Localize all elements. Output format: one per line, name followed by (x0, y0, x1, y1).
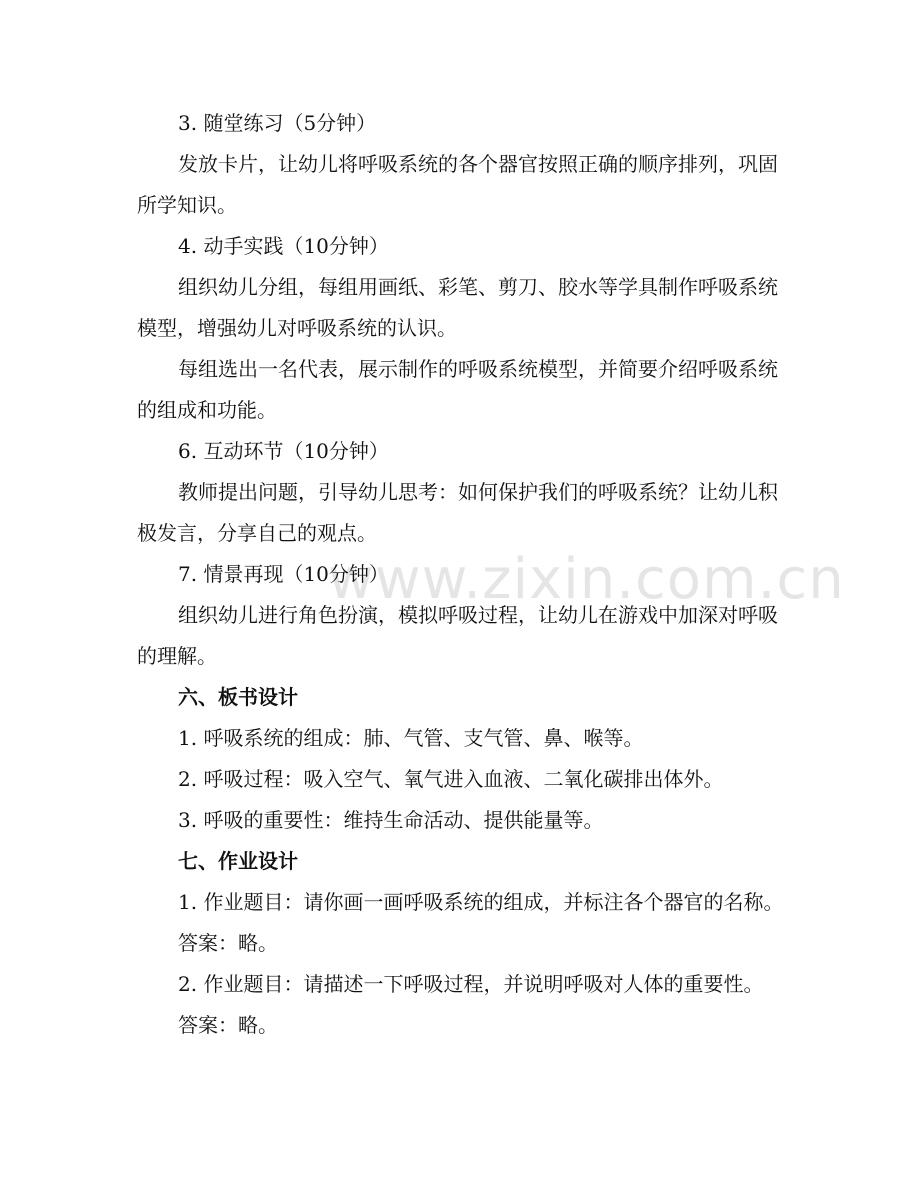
homework-answer-1: 答案：略。 (178, 931, 278, 955)
paragraph-role-play-detail: 组织幼儿进行角色扮演，模拟呼吸过程，让幼儿在游戏中加深对呼吸的理解。 (137, 603, 778, 668)
heading-homework-design: 七、作业设计 (178, 849, 298, 873)
section-item-role-play: 7. 情景再现（10分钟） (178, 562, 389, 586)
board-item-composition: 1. 呼吸系统的组成：肺、气管、支气管、鼻、喉等。 (178, 726, 644, 750)
paragraph-practice-detail: 发放卡片，让幼儿将呼吸系统的各个器官按照正确的顺序排列，巩固所学知识。 (137, 152, 778, 217)
board-item-process: 2. 呼吸过程：吸入空气、氧气进入血液、二氧化碳排出体外。 (178, 767, 724, 791)
document-body (137, 103, 787, 1046)
homework-answer-2: 答案：略。 (178, 1013, 278, 1037)
homework-item-2: 2. 作业题目：请描述一下呼吸过程，并说明呼吸对人体的重要性。 (178, 972, 764, 996)
section-item-practice: 3. 随堂练习（5分钟） (178, 111, 377, 135)
heading-board-design: 六、板书设计 (178, 685, 298, 709)
watermark: www.zixin.com.cn (328, 547, 845, 612)
homework-item-1: 1. 作业题目：请你画一画呼吸系统的组成，并标注各个器官的名称。 (178, 890, 784, 914)
paragraph-presentation: 每组选出一名代表，展示制作的呼吸系统模型，并简要介绍呼吸系统的组成和功能。 (137, 357, 778, 422)
paragraph-interaction-detail: 教师提出问题，引导幼儿思考：如何保护我们的呼吸系统？让幼儿积极发言，分享自己的观点。 (137, 480, 778, 545)
section-item-hands-on: 4. 动手实践（10分钟） (178, 234, 389, 258)
section-item-interaction: 6. 互动环节（10分钟） (178, 439, 389, 463)
paragraph-hands-on-detail: 组织幼儿分组，每组用画纸、彩笔、剪刀、胶水等学具制作呼吸系统模型，增强幼儿对呼吸系统的认识。 (137, 275, 778, 340)
board-item-importance: 3. 呼吸的重要性：维持生命活动、提供能量等。 (178, 808, 604, 832)
